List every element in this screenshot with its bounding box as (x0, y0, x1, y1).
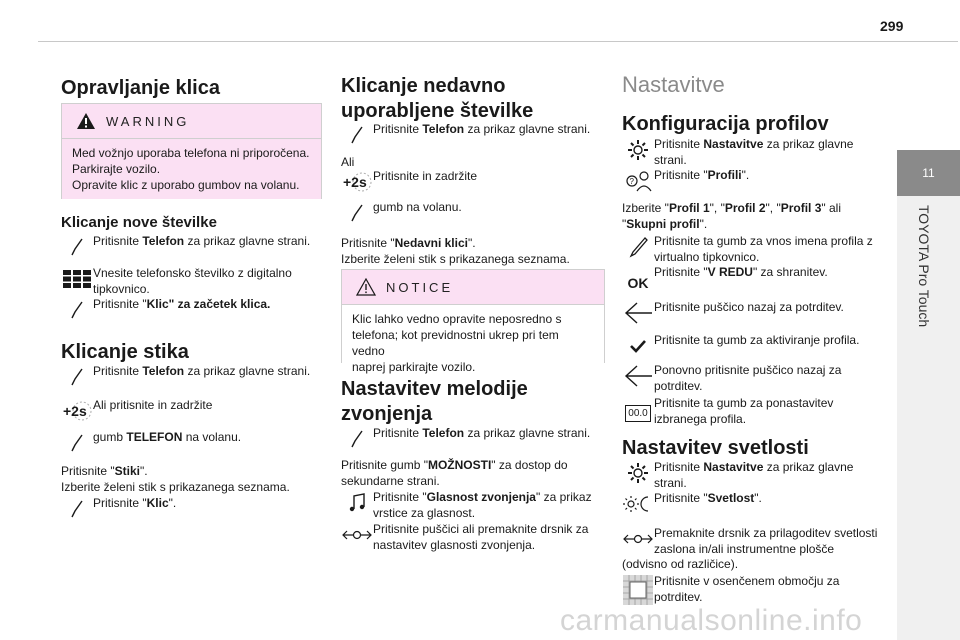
instruction-row: ? Pritisnite "Profili". (622, 168, 884, 194)
section-title-settings: Nastavitve (622, 72, 725, 97)
svg-text:+2s: +2s (63, 403, 87, 419)
notice-line: telefona; kot previdnostni ukrep pri tem vedno (352, 328, 559, 358)
svg-text:+2s: +2s (343, 174, 367, 190)
instruction-row: Pritisnite "Klic". (61, 496, 321, 522)
chapter-tab[interactable]: 11 (897, 150, 960, 196)
instruction-row: Premaknite drsnik za prilagoditev svetlosti zaslona in/ali instrumentne plošče (622, 526, 884, 557)
gear-icon (622, 137, 654, 163)
keypad-icon (61, 266, 93, 292)
instruction-row: Pritisnite v osenčenem območju za potrditev. (622, 574, 884, 606)
warning-line: Med vožnjo uporaba telefona ni priporočena. (72, 146, 310, 160)
press-icon (61, 297, 93, 323)
instruction-row: Pritisnite "Klic" za začetek klica. (61, 297, 321, 323)
notice-line: Klic lahko vedno opravite neposredno s (352, 312, 562, 326)
instruction-row: Pritisnite puščici ali premaknite drsnik za nastavitev glasnosti zvonjenja. (341, 522, 603, 553)
warning-box (61, 103, 322, 199)
section-title-contact: Klicanje stika (61, 341, 189, 363)
instruction-row: Pritisnite puščico nazaj za potrditev. (622, 300, 884, 326)
brightness-note: (odvisno od različice). (622, 557, 739, 571)
press-icon (61, 496, 93, 522)
instruction-row: OK Pritisnite "V REDU" za shranitev. (622, 265, 884, 291)
slider-icon (622, 526, 654, 552)
slider-icon (341, 522, 373, 548)
instruction-row: Pritisnite ta gumb za vnos imena profila z virtualno tipkovnico. (622, 234, 884, 265)
profiles-note: Izberite "Profil 1", "Profil 2", "Profil 3" ali "Skupni profil". (622, 201, 841, 231)
notice-line: naprej parkirajte vozilo. (352, 360, 476, 374)
contact-note: Pritisnite "Stiki". Izberite želeni stik s prikazanega seznama. (61, 464, 290, 494)
reset-icon: 00.0 (622, 396, 654, 422)
warning-icon (76, 112, 96, 130)
instruction-row: Pritisnite Nastavitve za prikaz glavne strani. (622, 137, 884, 168)
back-arrow-icon (622, 300, 654, 326)
instruction-row: Pritisnite "Svetlost". (622, 491, 884, 517)
subsection-new-number: Klicanje nove številke (61, 214, 217, 231)
section-title-calls: Opravljanje klica (61, 77, 220, 99)
ok-icon: OK (627, 274, 649, 291)
phone-button-icon (61, 398, 93, 424)
page-number: 299 (880, 18, 904, 34)
shaded-area-icon (622, 574, 654, 606)
music-note-icon (341, 490, 373, 516)
checkmark-icon (622, 333, 654, 359)
side-title: TOYOTA Pro Touch (916, 205, 932, 328)
instruction-row: Pritisnite Telefon za prikaz glavne strani. (61, 234, 321, 260)
instruction-row: gumb TELEFON na volanu. (61, 430, 321, 456)
instruction-row: +2s Pritisnite in zadržite (341, 169, 603, 195)
section-title-ringtone: Nastavitev melodije zvonjenja (341, 378, 528, 425)
recent-note: Pritisnite "Nedavni klici". Izberite želeni stik s prikazanega seznama. (341, 236, 570, 266)
instruction-row: Vnesite telefonsko številko z digitalno tipkovnico. (61, 266, 321, 297)
watermark: carmanualsonline.info (560, 604, 863, 637)
pencil-icon (622, 234, 654, 260)
gear-icon (622, 460, 654, 486)
brightness-icon (622, 491, 654, 517)
press-icon (61, 364, 93, 390)
press-icon (341, 200, 373, 226)
or-label: Ali (341, 155, 355, 169)
svg-text:?: ? (629, 177, 634, 186)
warning-line: Opravite klic z uporabo gumbov na volanu. (72, 178, 300, 192)
instruction-row: Pritisnite Nastavitve za prikaz glavne strani. (622, 460, 884, 491)
warning-line: Parkirajte vozilo. (72, 162, 161, 176)
header-divider (38, 41, 958, 42)
profile-icon (622, 168, 654, 194)
notice-icon (356, 278, 376, 296)
notice-label: NOTICE (386, 279, 454, 295)
instruction-row: Pritisnite "Glasnost zvonjenja" za prikaz vrstice za glasnost. (341, 490, 603, 521)
section-title-recent: Klicanje nedavno uporabljene številke (341, 75, 534, 122)
warning-label: WARNING (106, 113, 190, 129)
section-title-profiles: Konfiguracija profilov (622, 113, 829, 135)
instruction-row: Pritisnite Telefon za prikaz glavne strani. (341, 426, 603, 452)
ringtone-note: Pritisnite gumb "MOŽNOSTI" za dostop do sekundarne strani. (341, 458, 568, 488)
instruction-row: 00.0 Pritisnite ta gumb za ponastavitev izbranega profila. (622, 396, 884, 427)
section-title-brightness: Nastavitev svetlosti (622, 437, 809, 459)
press-icon (61, 430, 93, 456)
notice-box (341, 269, 605, 374)
press-icon (341, 122, 373, 148)
back-arrow-icon (622, 363, 654, 389)
instruction-row: +2s Ali pritisnite in zadržite (61, 398, 321, 424)
instruction-row: Ponovno pritisnite puščico nazaj za potrditev. (622, 363, 884, 394)
press-icon (61, 234, 93, 260)
press-icon (341, 426, 373, 452)
phone-button-icon (341, 169, 373, 195)
instruction-row: Pritisnite Telefon za prikaz glavne strani. (61, 364, 321, 390)
instruction-row: Pritisnite Telefon za prikaz glavne strani. (341, 122, 603, 148)
instruction-row: Pritisnite ta gumb za aktiviranje profila. (622, 333, 884, 359)
instruction-row: gumb na volanu. (341, 200, 603, 226)
